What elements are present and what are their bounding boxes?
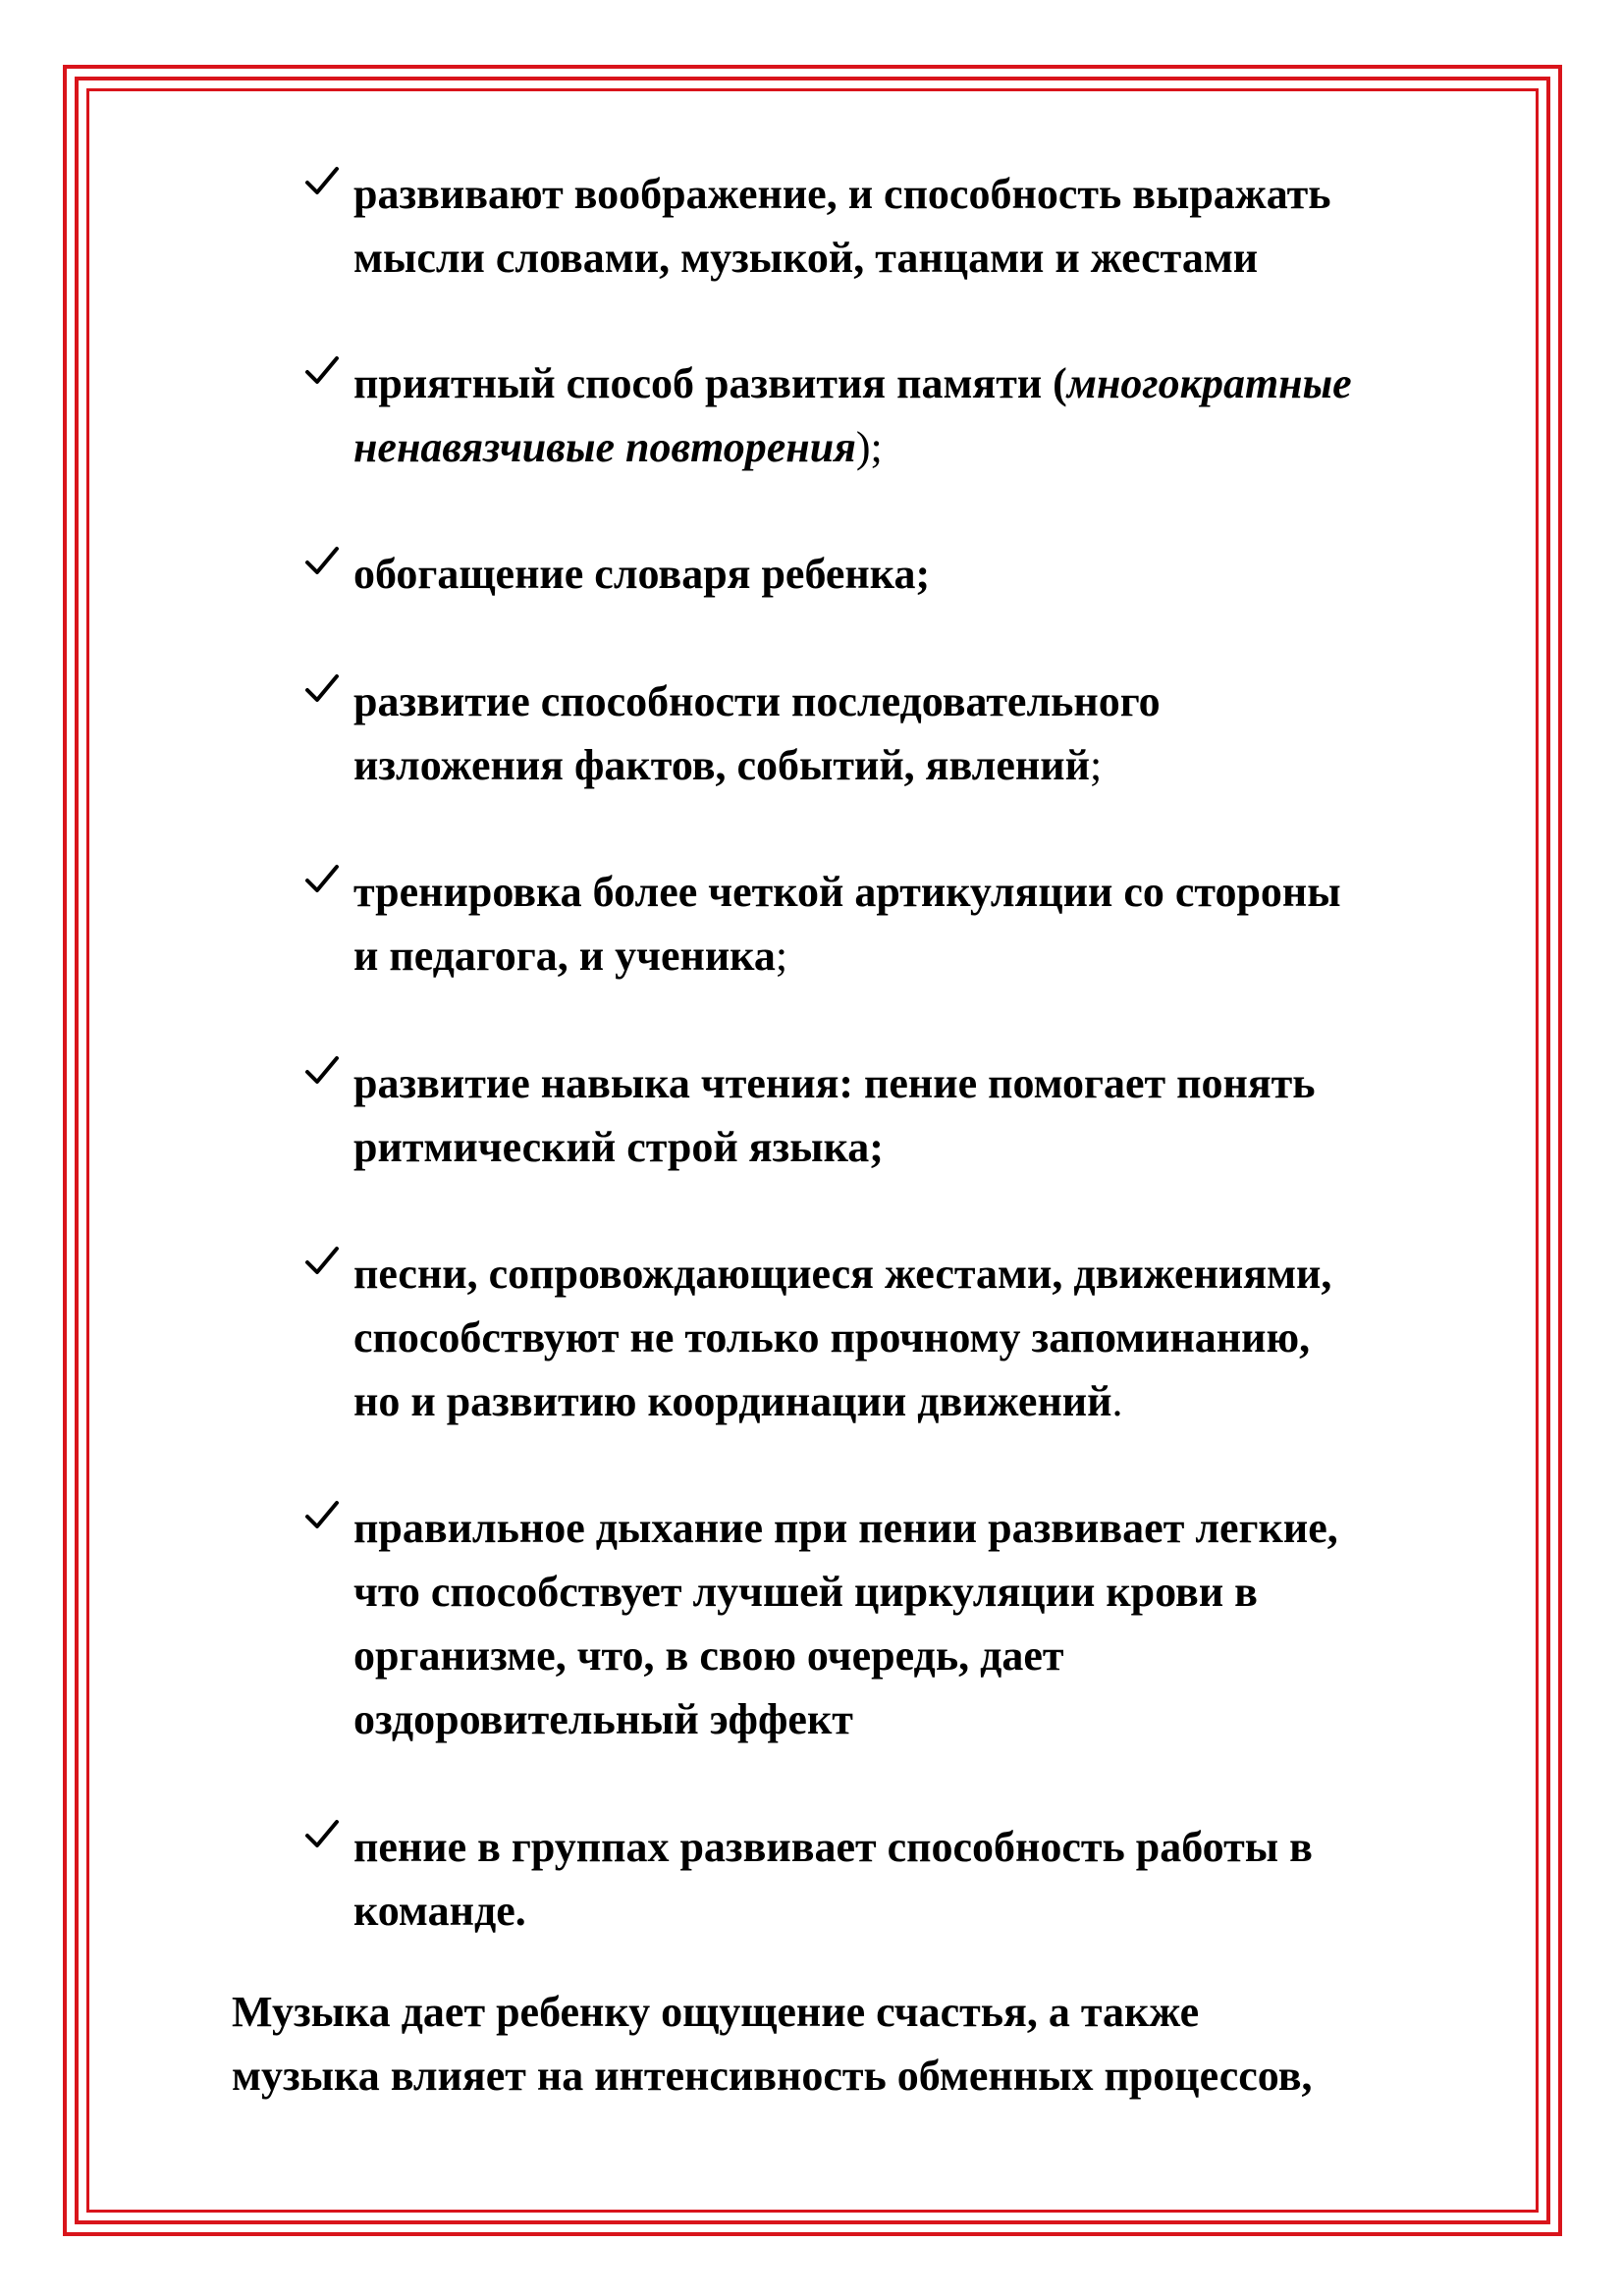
text-run: развитие навыка чтения: пение помогает понять [353, 1059, 1316, 1107]
text-run: команде. [353, 1887, 526, 1935]
checklist-item-text [353, 860, 1522, 988]
checklist-item-line [353, 733, 1522, 797]
checklist-item-line [353, 351, 1522, 415]
checklist-item-text [353, 542, 1522, 606]
checklist-item-line [353, 860, 1522, 924]
closing-line: Музыка дает ребенку ощущение счастья, а также [232, 1988, 1200, 2036]
checklist-item-line [353, 162, 1522, 226]
checklist-item [304, 1242, 1522, 1433]
text-run: ненавязчивые повторения [353, 423, 856, 471]
check-icon [304, 862, 344, 901]
checklist-item-text [353, 669, 1522, 797]
text-run: пение в группах развивает способность работы в [353, 1823, 1313, 1871]
text-run: изложения фактов, событий, явлений [353, 741, 1090, 789]
checklist-item [304, 860, 1522, 988]
checklist-item-line [353, 1624, 1522, 1687]
text-run: мысли словами, музыкой, танцами и жестами [353, 234, 1259, 282]
checklist-item-line [353, 415, 1522, 479]
closing-line: музыка влияет на интенсивность обменных процессов, [232, 2052, 1313, 2100]
checklist-item-text [353, 1815, 1522, 1943]
checklist-item-line [353, 1369, 1522, 1433]
checklist-item [304, 542, 1522, 606]
checklist-item-line [353, 1115, 1522, 1179]
checklist-item-line [353, 1815, 1522, 1879]
text-run: . [1111, 1377, 1123, 1425]
text-run: ; [1089, 741, 1103, 789]
checklist-item-line [353, 1051, 1522, 1115]
text-run: и педагога, и ученика [353, 932, 776, 980]
text-run: песни, сопровождающиеся жестами, движениями, [353, 1250, 1332, 1298]
check-icon [304, 1498, 344, 1537]
checklist-item [304, 1496, 1522, 1751]
text-run: правильное дыхание при пении развивает легкие, [353, 1504, 1338, 1552]
checklist-item-line [353, 1879, 1522, 1943]
text-run: развивают воображение, и способность выражать [353, 170, 1331, 218]
closing-paragraph [232, 1980, 1508, 2108]
checklist-item-text [353, 1051, 1522, 1179]
checklist-item-line [353, 669, 1522, 733]
text-run: развитие способности последовательного [353, 677, 1161, 725]
text-run: оздоровительный эффект [353, 1695, 853, 1743]
check-icon [304, 1053, 344, 1093]
check-icon [304, 1244, 344, 1283]
checklist-item-line [353, 542, 1522, 606]
checklist-item-line [353, 1242, 1522, 1306]
checklist-item-line [353, 1496, 1522, 1560]
checklist-item-line [353, 924, 1522, 988]
text-run: способствуют не только прочному запоминанию, [353, 1313, 1311, 1362]
text-run: тренировка более четкой артикуляции со стороны [353, 868, 1341, 916]
checklist-item-text [353, 1496, 1522, 1751]
text-run: многократные [1066, 359, 1352, 407]
checklist-item [304, 1815, 1522, 1943]
text-run: ; [775, 932, 788, 980]
checklist-item [304, 1051, 1522, 1179]
text-run: приятный способ развития памяти ( [353, 359, 1067, 407]
check-icon [304, 1817, 344, 1856]
check-icon [304, 353, 344, 393]
checklist-item-line [353, 1306, 1522, 1369]
checklist-item [304, 162, 1522, 290]
check-icon [304, 671, 344, 711]
checklist-item [304, 351, 1522, 479]
checklist-item [304, 669, 1522, 797]
checklist-item-text [353, 162, 1522, 290]
check-icon [304, 544, 344, 583]
checklist-item-text [353, 1242, 1522, 1433]
checklist-item-line [353, 226, 1522, 290]
text-run: но и развитию координации движений [353, 1377, 1112, 1425]
text-run: обогащение словаря ребенка; [353, 550, 931, 598]
text-run: организме, что, в свою очередь, дает [353, 1631, 1064, 1680]
checklist-item-line [353, 1687, 1522, 1751]
check-icon [304, 164, 344, 203]
text-run: ритмический строй языка; [353, 1123, 884, 1171]
checklist-item-text [353, 351, 1522, 479]
text-run: ); [855, 423, 883, 471]
text-run: что способствует лучшей циркуляции крови в [353, 1568, 1258, 1616]
checklist-item-line [353, 1560, 1522, 1624]
